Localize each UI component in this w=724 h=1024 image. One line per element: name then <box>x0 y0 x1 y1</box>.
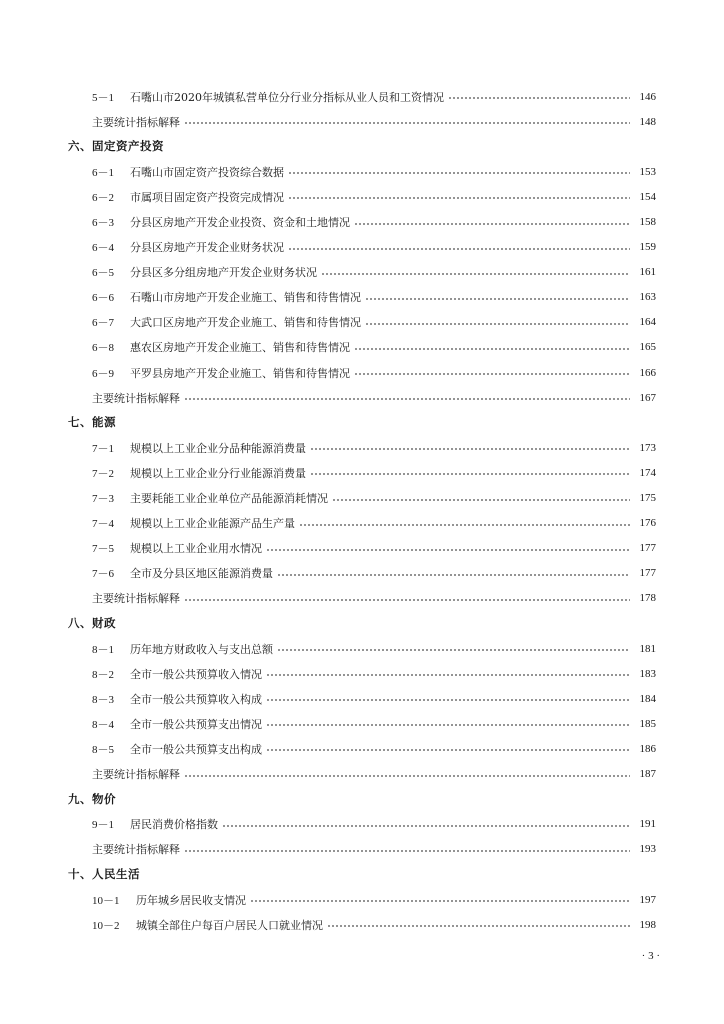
toc-entry[interactable] <box>68 762 656 787</box>
dot-leader <box>184 398 630 400</box>
entry-title: 主要统计指标解释 <box>92 592 180 606</box>
toc-entry[interactable] <box>68 536 656 561</box>
dot-leader <box>277 574 630 576</box>
toc-entry[interactable] <box>68 235 656 260</box>
entry-page: 158 <box>639 216 656 229</box>
entry-title: 平罗县房地产开发企业施工、销售和待售情况 <box>130 366 350 380</box>
toc-entry[interactable] <box>68 460 656 485</box>
entry-number: 7－1 <box>92 442 114 455</box>
section-heading: 七、能源 <box>68 415 116 430</box>
dot-leader <box>266 674 630 676</box>
entry-title: 石嘴山市2020年城镇私营单位分行业分指标从业人员和工资情况 <box>130 90 444 104</box>
table-of-contents <box>68 84 656 937</box>
entry-number: 8－5 <box>92 743 114 756</box>
toc-entry[interactable] <box>68 335 656 360</box>
entry-number: 6－4 <box>92 242 114 255</box>
entry-title: 全市及分县区地区能源消费量 <box>130 567 273 581</box>
dot-leader <box>266 724 630 726</box>
toc-entry[interactable] <box>68 385 656 410</box>
entry-title: 主要统计指标解释 <box>92 843 180 857</box>
toc-entry[interactable] <box>68 586 656 611</box>
toc-entry[interactable] <box>68 435 656 460</box>
entry-page: 183 <box>639 667 656 680</box>
toc-entry[interactable] <box>68 360 656 385</box>
entry-page: 177 <box>639 567 656 580</box>
toc-entry[interactable] <box>68 184 656 209</box>
page-number: · 3 · <box>641 950 660 962</box>
toc-entry[interactable] <box>68 686 656 711</box>
entry-number: 8－3 <box>92 693 114 706</box>
dot-leader <box>184 122 630 124</box>
toc-entry[interactable] <box>68 912 656 937</box>
entry-title: 主要耗能工业企业单位产品能源消耗情况 <box>130 492 328 506</box>
entry-page: 159 <box>639 241 656 254</box>
entry-title: 全市一般公共预算收入构成 <box>130 692 262 706</box>
dot-leader <box>288 172 630 174</box>
toc-entry[interactable] <box>68 661 656 686</box>
dot-leader <box>365 298 630 300</box>
entry-number: 10－1 <box>92 894 120 907</box>
entry-number: 6－6 <box>92 292 114 305</box>
entry-number: 5－1 <box>92 91 114 104</box>
toc-entry[interactable] <box>68 561 656 586</box>
toc-entry[interactable] <box>68 711 656 736</box>
entry-title: 规模以上工业企业能源产品生产量 <box>130 517 295 531</box>
entry-page: 187 <box>639 768 656 781</box>
entry-page: 161 <box>639 266 656 279</box>
section-heading: 九、物价 <box>68 791 116 806</box>
toc-entry[interactable] <box>68 285 656 310</box>
toc-entry[interactable] <box>68 887 656 912</box>
toc-entry[interactable] <box>68 812 656 837</box>
dot-leader <box>327 925 630 927</box>
entry-number: 6－7 <box>92 317 114 330</box>
toc-entry[interactable] <box>68 260 656 285</box>
entry-page: 166 <box>639 366 656 379</box>
entry-page: 154 <box>639 190 656 203</box>
entry-number: 6－9 <box>92 367 114 380</box>
dot-leader <box>365 323 630 325</box>
entry-page: 185 <box>639 717 656 730</box>
dot-leader <box>266 749 630 751</box>
entry-number: 9－1 <box>92 819 114 832</box>
entry-title: 市属项目固定资产投资完成情况 <box>130 190 284 204</box>
entry-title: 规模以上工业企业分品种能源消费量 <box>130 441 306 455</box>
dot-leader <box>310 448 630 450</box>
toc-entry[interactable] <box>68 486 656 511</box>
entry-title: 主要统计指标解释 <box>92 768 180 782</box>
entry-number: 6－8 <box>92 342 114 355</box>
entry-page: 175 <box>639 492 656 505</box>
dot-leader <box>184 850 630 852</box>
entry-page: 181 <box>639 642 656 655</box>
entry-title: 惠农区房地产开发企业施工、销售和待售情况 <box>130 341 350 355</box>
entry-title: 全市一般公共预算收入情况 <box>130 667 262 681</box>
dot-leader <box>354 348 630 350</box>
toc-entry[interactable] <box>68 636 656 661</box>
entry-page: 191 <box>639 818 656 831</box>
entry-page: 173 <box>639 441 656 454</box>
dot-leader <box>250 900 630 902</box>
entry-title: 大武口区房地产开发企业施工、销售和待售情况 <box>130 316 361 330</box>
entry-page: 164 <box>639 316 656 329</box>
toc-entry[interactable] <box>68 159 656 184</box>
entry-page: 184 <box>639 692 656 705</box>
entry-title: 石嘴山市房地产开发企业施工、销售和待售情况 <box>130 291 361 305</box>
entry-number: 7－6 <box>92 568 114 581</box>
entry-title: 分县区房地产开发企业财务状况 <box>130 241 284 255</box>
entry-number: 7－2 <box>92 467 114 480</box>
toc-entry[interactable] <box>68 84 656 109</box>
entry-page: 178 <box>639 592 656 605</box>
entry-number: 10－2 <box>92 919 120 932</box>
entry-page: 146 <box>639 90 656 103</box>
entry-number: 8－1 <box>92 643 114 656</box>
entry-page: 174 <box>639 466 656 479</box>
toc-entry[interactable] <box>68 837 656 862</box>
entry-title: 历年地方财政收入与支出总额 <box>130 642 273 656</box>
entry-page: 193 <box>639 843 656 856</box>
entry-page: 176 <box>639 517 656 530</box>
toc-entry[interactable] <box>68 109 656 134</box>
entry-title: 城镇全部住户每百户居民人口就业情况 <box>136 918 323 932</box>
section-heading: 六、固定资产投资 <box>68 139 164 154</box>
toc-entry[interactable] <box>68 511 656 536</box>
entry-number: 6－1 <box>92 166 114 179</box>
toc-entry[interactable] <box>68 310 656 335</box>
entry-page: 167 <box>639 391 656 404</box>
entry-title: 居民消费价格指数 <box>130 818 218 832</box>
entry-number: 6－5 <box>92 267 114 280</box>
toc-entry[interactable] <box>68 209 656 234</box>
entry-title: 分县区房地产开发企业投资、资金和土地情况 <box>130 216 350 230</box>
entry-page: 165 <box>639 341 656 354</box>
toc-entry[interactable] <box>68 736 656 761</box>
entry-page: 163 <box>639 291 656 304</box>
entry-title: 主要统计指标解释 <box>92 115 180 129</box>
dot-leader <box>288 248 630 250</box>
dot-leader <box>310 473 630 475</box>
entry-page: 153 <box>639 165 656 178</box>
entry-page: 148 <box>639 115 656 128</box>
dot-leader <box>299 524 630 526</box>
entry-title: 规模以上工业企业分行业能源消费量 <box>130 466 306 480</box>
entry-title: 规模以上工业企业用水情况 <box>130 542 262 556</box>
section-heading: 八、财政 <box>68 615 116 630</box>
dot-leader <box>266 549 630 551</box>
dot-leader <box>266 699 630 701</box>
entry-number: 6－2 <box>92 191 114 204</box>
dot-leader <box>288 197 630 199</box>
section-heading: 十、人民生活 <box>68 866 140 881</box>
entry-number: 6－3 <box>92 217 114 230</box>
entry-title: 全市一般公共预算支出构成 <box>130 742 262 756</box>
entry-number: 8－4 <box>92 718 114 731</box>
dot-leader <box>332 499 630 501</box>
entry-number: 7－5 <box>92 543 114 556</box>
entry-number: 7－4 <box>92 518 114 531</box>
entry-page: 177 <box>639 542 656 555</box>
entry-title: 分县区多分组房地产开发企业财务状况 <box>130 266 317 280</box>
dot-leader <box>354 223 630 225</box>
entry-page: 186 <box>639 742 656 755</box>
entry-title: 全市一般公共预算支出情况 <box>130 717 262 731</box>
entry-number: 7－3 <box>92 493 114 506</box>
dot-leader <box>277 649 630 651</box>
entry-number: 8－2 <box>92 668 114 681</box>
entry-page: 198 <box>639 918 656 931</box>
dot-leader <box>184 775 630 777</box>
dot-leader <box>448 97 630 99</box>
dot-leader <box>321 273 630 275</box>
entry-title: 主要统计指标解释 <box>92 391 180 405</box>
entry-title: 石嘴山市固定资产投资综合数据 <box>130 165 284 179</box>
dot-leader <box>184 599 630 601</box>
entry-page: 197 <box>639 893 656 906</box>
dot-leader <box>222 825 630 827</box>
entry-title: 历年城乡居民收支情况 <box>136 893 246 907</box>
dot-leader <box>354 373 630 375</box>
